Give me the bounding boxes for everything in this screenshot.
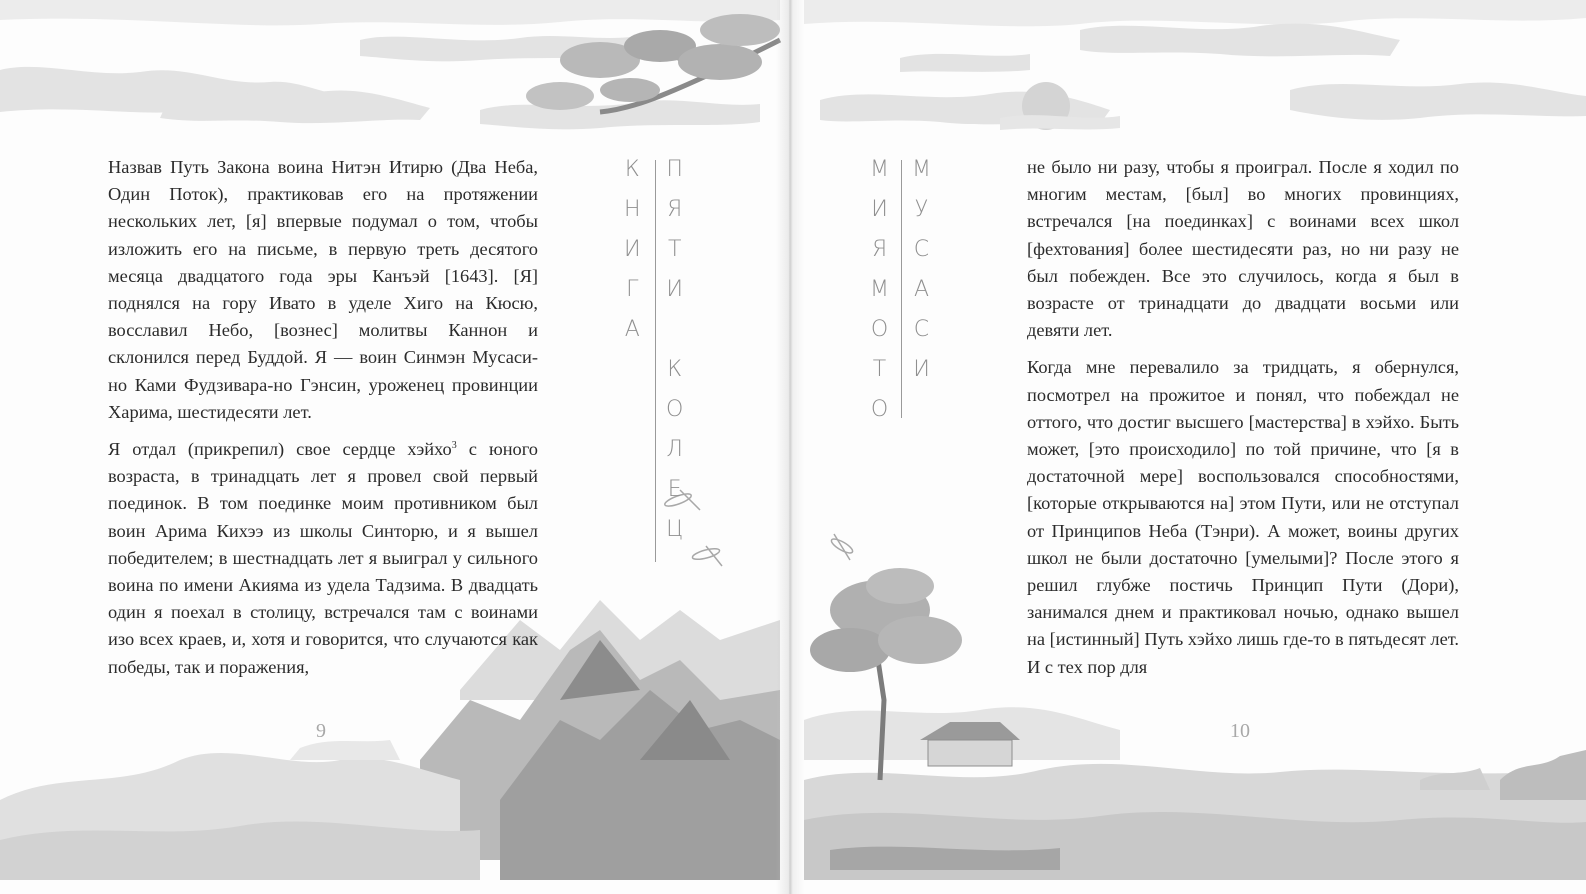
title-letter: О [666,397,684,422]
title-column-musasi [912,150,931,390]
page-number-left: 9 [316,720,326,742]
title-letter: И [624,237,641,262]
title-column-kniga [624,150,641,350]
title-letter: А [624,317,640,342]
page-number-right: 10 [1230,720,1250,742]
title-letter: Ц [666,517,684,542]
title-divider [901,160,902,418]
paragraph: не было ни разу, чтобы я проиграл. После я ходил по многим местам, [был] во многих провинциях, встречался [на поединках] с воинами всех школ [фехтования] более шестидесяти раз, но ни разу не был побежден. Все это случилось, когда я был в возрасте от тринадцати до двадцати восьми или девяти лет. [1027,157,1459,341]
title-letter: Я [667,197,683,222]
cloud-icon [804,0,1586,124]
title-letter: Л [666,437,683,462]
title-letter: У [914,197,929,222]
cloud-icon [0,0,780,129]
title-letter: И [871,197,888,222]
title-letter: П [666,157,683,182]
paragraph-fragment: Я отдал (прикрепил) свое сердце хэйхо [108,439,452,460]
paragraph [108,436,538,681]
paragraph: Когда мне перевалило за тридцать, я обернулся, посмотрел на прожитое и понял, что побеждал не оттого, что достиг высшего [мастерства] в хэйхо. Быть может, [это происходило] по той причине, что [я в достаточной мере] воспользовался способностями, [которые открываются на] этом Пути, или не отступал от Принципов Неба (Тэнри). А может, воины других школ не были достаточно [умелыми]? После этого я решил глубже постичь Принцип Пути (Дори), занимался днем и практиковал ночью, однако вышел на [истинный] Путь хэйхо лишь где-то в пятьдесят лет. И с тех пор для [1027,357,1459,677]
left-body-text [108,154,538,691]
book-gutter [776,0,804,894]
title-letter: Т [667,237,682,262]
right-body-text [1027,154,1459,691]
title-letter: О [870,397,889,422]
title-letter: М [870,277,889,302]
title-divider [655,160,656,562]
title-letter: К [667,357,683,382]
title-letter: А [913,277,930,302]
title-letter: С [913,317,930,342]
title-letter: М [870,157,889,182]
title-letter: Е [667,477,682,502]
title-letter: К [624,157,640,182]
title-letter: О [870,317,889,342]
title-letter: Г [626,277,639,302]
title-column-miyamoto [870,150,889,430]
title-letter: М [912,157,931,182]
title-letter: Я [871,237,888,262]
paragraph: Назвав Путь Закона воина Нитэн Итирю (Два Неба, Один Поток), практиковав его на протяжении нескольких лет, [я] впервые подумал о том, чтобы изложить его на письме, в первую треть десятого месяца двадцатого года эры Канъэй [1643]. [Я] поднялся на гору Ивато в уделе Хиго на Кюсю, восславил Небо, [вознес] молитвы Каннон и склонился перед Буддой. Я — воин Синмэн Мусаси-но Ками Фудзивара-но Гэнсин, уроженец провинции Харима, шестидесяти лет. [108,157,538,422]
title-letter: И [913,357,930,382]
footnote-marker[interactable]: 3 [451,439,457,451]
pine-tree-icon [526,14,780,112]
title-letter: Н [624,197,641,222]
title-letter: И [666,277,683,302]
title-column-pyati-kolec [666,150,683,550]
title-letter: С [913,237,930,262]
paragraph-fragment: с юного возраста, в тринадцать лет я провел свой первый поединок. В том поединке моим противником был воин Арима Кихээ из школы Синторю, и я вышел победителем; в шестнадцать лет я выиграл у сильного воина по имени Акияма из удела Тадзима. В двадцать один я поехал в столицу, встречался там с воинами изо всех краев, и, хотя и говорится, что случаются как победы, так и поражения, [108,439,539,677]
title-letter: Т [872,357,887,382]
dragonfly-icon [663,490,854,566]
